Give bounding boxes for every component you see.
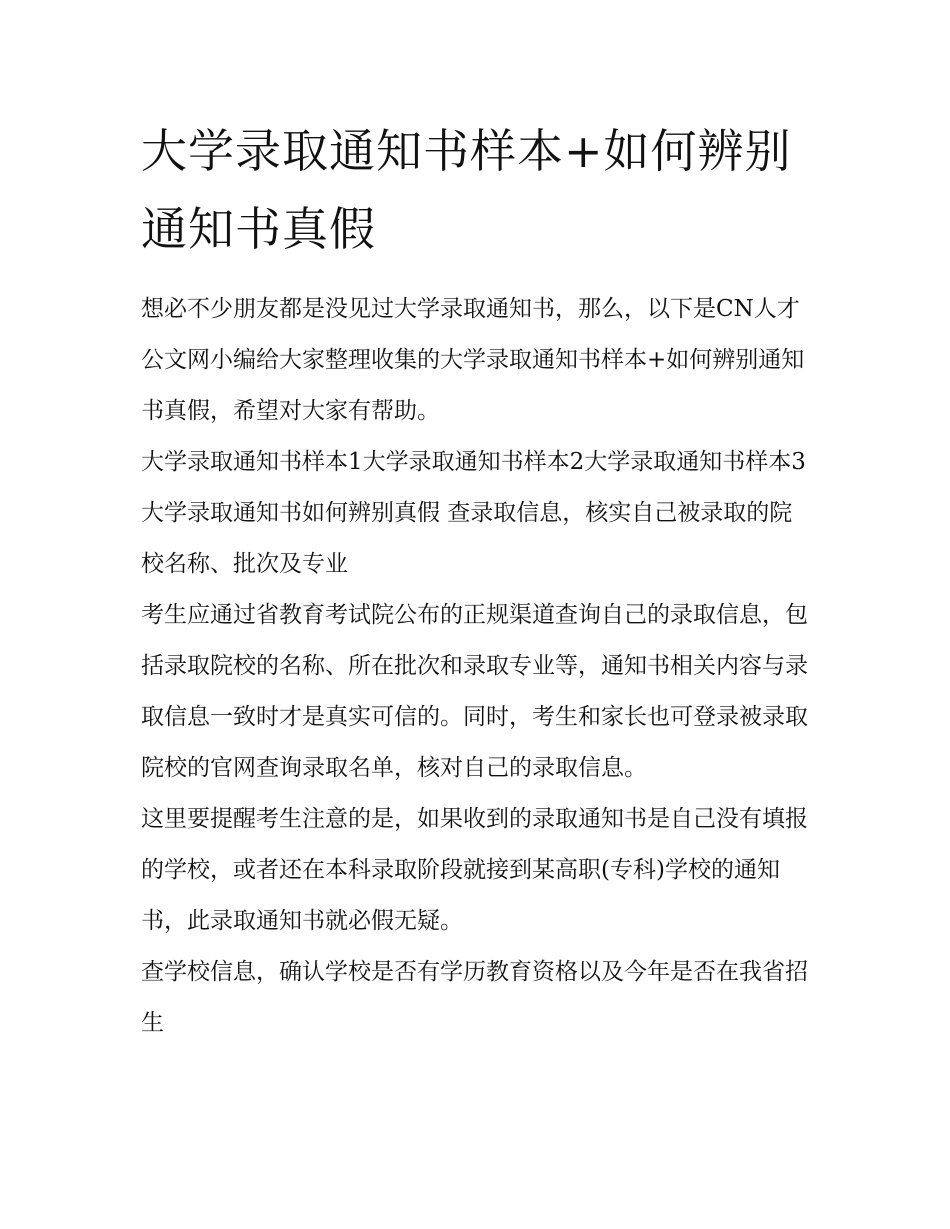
paragraph-school-info: 查学校信息，确认学校是否有学历教育资格以及今年是否在我省招生 xyxy=(141,959,808,1036)
document-title: 大学录取通知书样本+如何辨别通知书真假 xyxy=(141,124,792,256)
paragraph-samples: 大学录取通知书样本1大学录取通知书样本2大学录取通知书样本3大学录取通知书如何辨别真假 查录取信息，核实自己被录取的院校名称、批次及专业 xyxy=(141,449,806,577)
paragraph-intro: 想必不少朋友都是没见过大学录取通知书，那么，以下是CN人才公文网小编给大家整理收集的大学录取通知书样本+如何辨别通知书真假，希望对大家有帮助。 xyxy=(141,296,805,424)
paragraph-check-info: 考生应通过省教育考试院公布的正规渠道查询自己的录取信息，包括录取院校的名称、所在批次和录取专业等，通知书相关内容与录取信息一致时才是真实可信的。同时，考生和家长也可登录被录取院校的官网查询录取名单，核对自己的录取信息。 xyxy=(141,602,808,781)
paragraph-warning: 这里要提醒考生注意的是，如果收到的录取通知书是自己没有填报的学校，或者还在本科录取阶段就接到某高职(专科)学校的通知书，此录取通知书就必假无疑。 xyxy=(141,806,808,934)
document-page xyxy=(141,112,813,1049)
